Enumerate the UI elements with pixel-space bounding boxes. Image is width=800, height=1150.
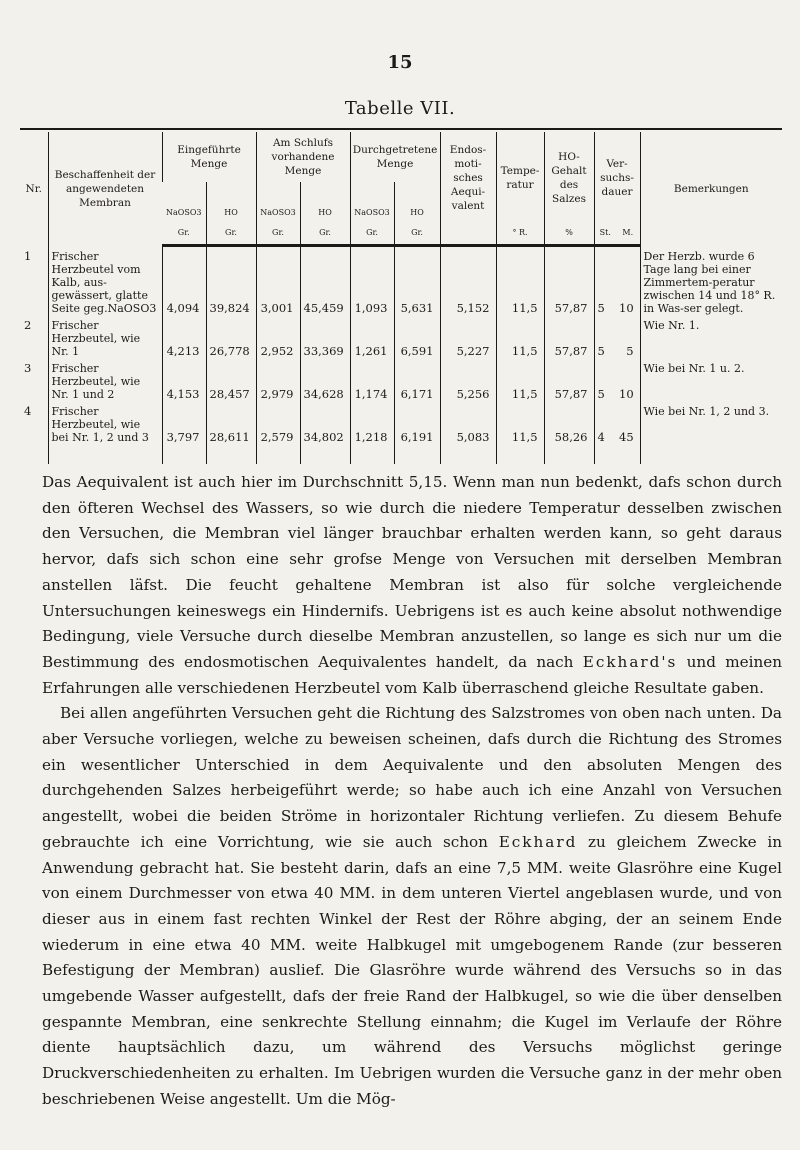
cell-durch-ho: 5,631 bbox=[394, 246, 440, 317]
cell-membran: Frischer Herzbeutel, wie Nr. 1 und 2 bbox=[48, 360, 162, 403]
cell-aequivalent: 5,227 bbox=[440, 317, 496, 360]
subheader-ein-naoso3: NaOSO3 bbox=[166, 208, 202, 217]
cell-nr: 3 bbox=[24, 360, 32, 375]
cell-durch-naoso3: 1,174 bbox=[350, 360, 394, 403]
unit-gr: Gr. bbox=[300, 224, 350, 246]
cell-bemerkungen: Wie bei Nr. 1 u. 2. bbox=[640, 360, 782, 403]
cell-ein-naoso3: 3,797 bbox=[162, 403, 206, 464]
table-row bbox=[20, 317, 782, 360]
cell-ein-naoso3: 4,153 bbox=[162, 360, 206, 403]
table-title: Tabelle VII. bbox=[344, 98, 456, 119]
cell-nr: 2 bbox=[24, 317, 32, 332]
cell-temperatur: 11,5 bbox=[496, 360, 544, 403]
cell-ein-naoso3: 4,094 bbox=[162, 246, 206, 317]
cell-temperatur: 11,5 bbox=[496, 403, 544, 464]
page-number: 15 bbox=[387, 52, 413, 73]
header-durchgetretene-menge: Durchgetretene Menge bbox=[350, 132, 440, 182]
paragraph-1-part-a: Das Aequivalent ist auch hier im Durchschnitt 5,15. Wenn man nun bedenkt, dafs schon durch den öfteren Wechsel des Wassers, so wie durch die niedere Temperatur desselben zwischen den Versuchen, die Membran viel länger brauchbar erhalten werden kann, so geht daraus hervor, dafs sich schon eine sehr grofse Menge von Versuchen mit derselben Membran anstellen läfst. Die feucht gehaltene Membran ist also für solche vergleichende Untersuchungen keineswegs ein Hindernifs. Uebrigens ist es auch keine absolut nothwendige Bedingung, viele Versuche durch dieselbe Membran anzustellen, so lange es sich nur um die Bestimmung des endosmotischen Aequivalentes handelt, da nach bbox=[42, 473, 782, 671]
cell-schl-naoso3: 2,979 bbox=[256, 360, 300, 403]
cell-durch-ho: 6,171 bbox=[394, 360, 440, 403]
header-eingefuehrte-menge: Eingeführte Menge bbox=[162, 132, 256, 182]
header-versuchsdauer: Ver-suchs-dauer bbox=[594, 132, 640, 224]
subheader-schl-ho: HO bbox=[300, 182, 350, 224]
paragraph-2-part-a: Bei allen angeführten Versuchen geht die Richtung des Salzstromes von oben nach unten. Da aber Versuche vorliegen, welche zu beweisen scheinen, dafs durch die Richtung des Stromes ein wesentlicher Unterschied in dem Aequivalente und den absoluten Mengen des durchgehenden Salzes herbeigeführt werde; so habe auch ich eine Anzahl von Versuchen angestellt, wobei die beiden Ströme in horizontaler Richtung verliefen. Zu diesem Behufe gebrauchte ich eine Vorrichtung, wie sie auch schon bbox=[42, 704, 782, 851]
cell-ein-ho: 26,778 bbox=[206, 317, 256, 360]
unit-gr: Gr. bbox=[394, 224, 440, 246]
cell-durch-ho: 6,191 bbox=[394, 403, 440, 464]
cell-durch-ho: 6,591 bbox=[394, 317, 440, 360]
table-top-rule bbox=[20, 128, 782, 130]
cell-bemerkungen: Wie bei Nr. 1, 2 und 3. bbox=[640, 403, 782, 464]
subheader-durch-naoso3: NaOSO3 bbox=[350, 182, 394, 224]
cell-bemerkungen: Wie Nr. 1. bbox=[640, 317, 782, 360]
header-ho-gehalt: HO-Gehalt des Salzes bbox=[544, 132, 594, 224]
cell-dauer-st: 4 bbox=[594, 403, 616, 464]
cell-schl-ho: 45,459 bbox=[300, 246, 350, 317]
cell-nr: 1 bbox=[24, 248, 32, 263]
data-table-container bbox=[20, 128, 782, 464]
header-bemerkungen: Bemerkungen bbox=[640, 132, 782, 246]
cell-temperatur: 11,5 bbox=[496, 246, 544, 317]
body-text bbox=[42, 470, 782, 1113]
cell-nr: 4 bbox=[24, 403, 32, 418]
cell-membran: Frischer Herzbeutel vom Kalb, aus-gewässert, glatte Seite geg.NaOSO3 bbox=[48, 246, 162, 317]
cell-ho-gehalt: 57,87 bbox=[544, 360, 594, 403]
cell-durch-naoso3: 1,093 bbox=[350, 246, 394, 317]
cell-aequivalent: 5,152 bbox=[440, 246, 496, 317]
unit-percent: % bbox=[544, 224, 594, 246]
subheader-schl-naoso3: NaOSO3 bbox=[256, 182, 300, 224]
cell-ein-ho: 28,611 bbox=[206, 403, 256, 464]
cell-ein-ho: 39,824 bbox=[206, 246, 256, 317]
cell-schl-naoso3: 2,952 bbox=[256, 317, 300, 360]
subheader-durch-ho: HO bbox=[394, 182, 440, 224]
cell-dauer-st: 5 bbox=[594, 246, 616, 317]
cell-ein-ho: 28,457 bbox=[206, 360, 256, 403]
cell-schl-ho: 34,628 bbox=[300, 360, 350, 403]
cell-dauer-m: 5 bbox=[626, 343, 634, 358]
header-membran: Beschaffenheit der angewendeten Membran bbox=[48, 132, 162, 246]
paragraph-2-part-b: zu gleichem Zwecke in Anwendung gebracht hat. Sie besteht darin, dafs an eine 7,5 MM. weite Glasröhre eine Kugel von einem Durchmesser von etwa 40 MM. in dem unteren Viertel angeblasen wurde, und von dieser aus in einem fast rechten Winkel der Rest der Röhre abging, der an seinem Ende wiederum in eine etwa 40 MM. weite Halbkugel mit umgebogenem Rande (zur besseren Befestigung der Membran) auslief. Die Glasröhre wurde während des Versuchs so in das umgebende Wasser aufgestellt, dafs der freie Rand der Halbkugel, so wie die über denselben gespannte Membran, eine senkrechte Stellung einnahm; die Kugel im Verlaufe der Röhre diente hauptsächlich dazu, um während des Versuchs möglichst geringe Druckverschiedenheiten zu erhalten. Im Uebrigen wurden die Versuche ganz in der mehr oben beschriebenen Weise angestellt. Um die Mög- bbox=[42, 832, 782, 1108]
unit-gr: Gr. bbox=[256, 224, 300, 246]
table-row bbox=[20, 403, 782, 464]
cell-dauer-m: 10 bbox=[619, 300, 634, 315]
cell-durch-naoso3: 1,261 bbox=[350, 317, 394, 360]
cell-membran: Frischer Herzbeutel, wie bei Nr. 1, 2 und 3 bbox=[48, 403, 162, 464]
unit-temperatur: ° R. bbox=[496, 224, 544, 246]
cell-dauer-m: 45 bbox=[619, 429, 634, 444]
cell-aequivalent: 5,256 bbox=[440, 360, 496, 403]
cell-dauer-st: 5 bbox=[594, 317, 616, 360]
unit-gr: Gr. bbox=[162, 224, 206, 246]
cell-dauer-m: 10 bbox=[619, 386, 634, 401]
cell-bemerkungen: Der Herzb. wurde 6 Tage lang bei einer Zimmertem-peratur zwischen 14 und 18° R. in Was-ser gelegt. bbox=[640, 246, 782, 317]
table-row bbox=[20, 360, 782, 403]
unit-gr: Gr. bbox=[350, 224, 394, 246]
cell-schl-ho: 34,802 bbox=[300, 403, 350, 464]
cell-durch-naoso3: 1,218 bbox=[350, 403, 394, 464]
cell-ho-gehalt: 58,26 bbox=[544, 403, 594, 464]
header-temperatur: Tempe-ratur bbox=[496, 132, 544, 224]
unit-gr: Gr. bbox=[206, 224, 256, 246]
cell-temperatur: 11,5 bbox=[496, 317, 544, 360]
subheader-ein-ho: HO bbox=[206, 182, 256, 224]
header-nr: Nr. bbox=[25, 182, 42, 195]
cell-schl-naoso3: 2,579 bbox=[256, 403, 300, 464]
cell-ho-gehalt: 57,87 bbox=[544, 246, 594, 317]
header-am-schlufs-menge: Am Schlufs vorhandene Menge bbox=[256, 132, 350, 182]
cell-dauer-st: 5 bbox=[594, 360, 616, 403]
cell-ein-naoso3: 4,213 bbox=[162, 317, 206, 360]
author-name-eckhard: Eckhard's bbox=[582, 652, 678, 671]
data-table bbox=[20, 132, 782, 464]
cell-ho-gehalt: 57,87 bbox=[544, 317, 594, 360]
unit-dauer-st: St. bbox=[594, 224, 616, 246]
cell-membran: Frischer Herzbeutel, wie Nr. 1 bbox=[48, 317, 162, 360]
paragraph-2 bbox=[42, 701, 782, 1112]
table-row bbox=[20, 246, 782, 317]
unit-aequivalent-blank bbox=[440, 224, 496, 246]
paragraph-1-part-b: und meinen Erfahrungen alle verschiedenen Herzbeutel vom Kalb überraschend gleiche Resultate gaben. bbox=[42, 652, 782, 697]
author-name-eckhard: Eckhard bbox=[498, 832, 578, 851]
cell-schl-naoso3: 3,001 bbox=[256, 246, 300, 317]
cell-schl-ho: 33,369 bbox=[300, 317, 350, 360]
paragraph-1 bbox=[42, 470, 782, 701]
cell-aequivalent: 5,083 bbox=[440, 403, 496, 464]
table-body bbox=[20, 246, 782, 464]
unit-dauer-m: M. bbox=[616, 224, 640, 246]
header-aequivalent: Endos-moti-sches Aequi-valent bbox=[440, 132, 496, 224]
